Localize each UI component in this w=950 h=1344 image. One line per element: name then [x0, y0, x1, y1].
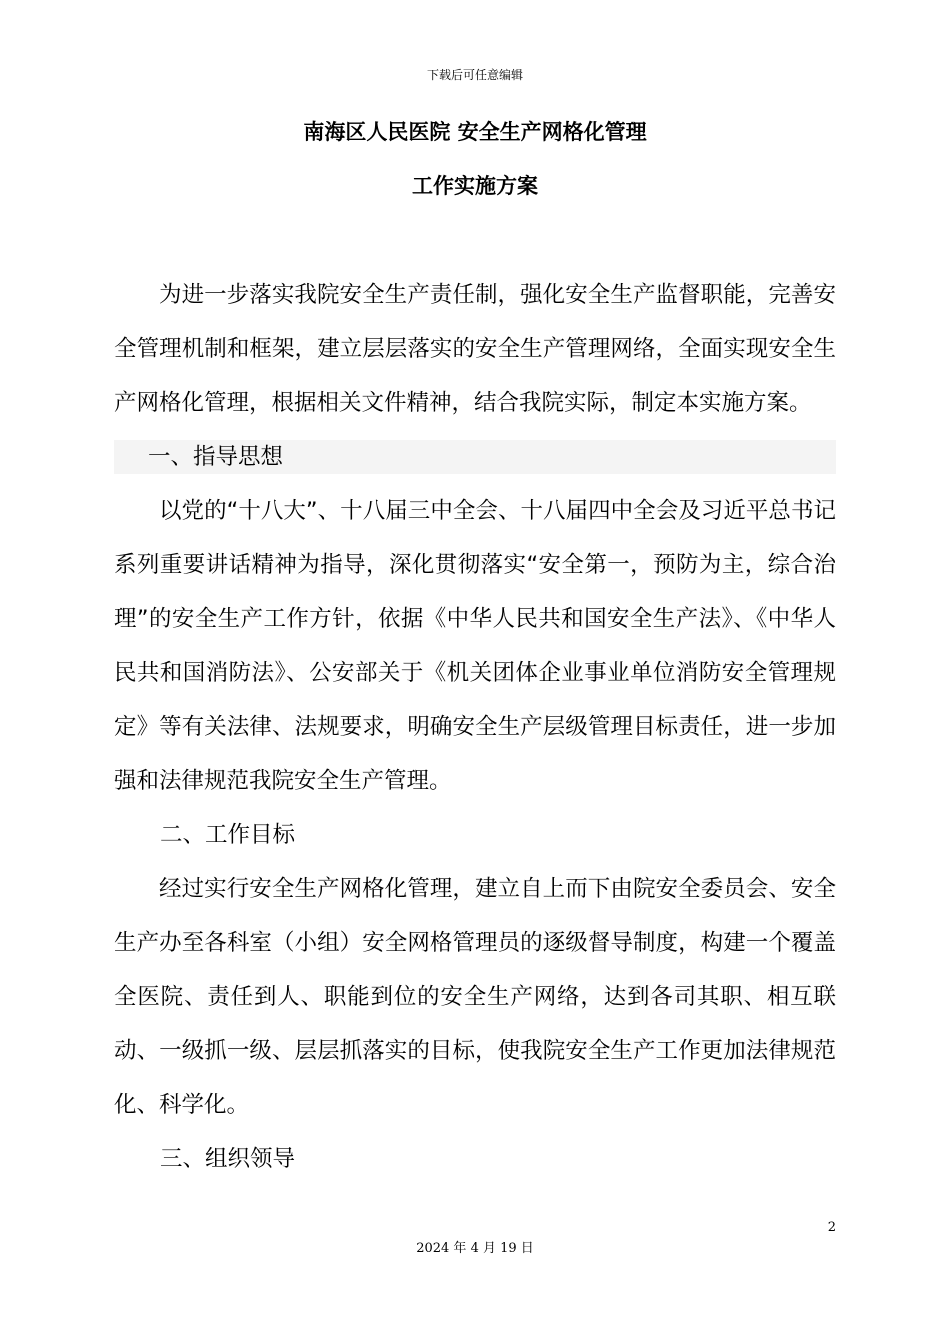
footer-date: 2024 年 4 月 19 日 [416, 1241, 534, 1256]
section-heading-work-goals: 二、工作目标 [160, 822, 296, 848]
page-number: 2 [827, 1220, 836, 1235]
section-paragraph-work-goals: 经过实行安全生产网格化管理，建立自上而下由院安全委员会、安全生产办至各科室（小组）安全网格管理员的逐级督导制度，构建一个覆盖全医院、责任到人、职能到位的安全生产网络，达到各司其职、相互联动、一级抓一级、层层抓落实的目标，使我院安全生产工作更加法律规范化、科学化。 [114, 876, 836, 1118]
header-note: 下载后可任意编辑 [426, 68, 523, 82]
section-heading-organization: 三、组织领导 [160, 1146, 296, 1172]
intro-paragraph: 为进一步落实我院安全生产责任制，强化安全生产监督职能，完善安全管理机制和框架，建立层层落实的安全生产管理网络，全面实现安全生产网格化管理，根据相关文件精神，结合我院实际，制定本实施方案。 [114, 282, 836, 416]
section-heading-guiding-ideology: 一、指导思想 [114, 440, 836, 474]
document-body [114, 268, 836, 1186]
document-title-line-2: 工作实施方案 [412, 174, 538, 198]
document-title-line-1: 南海区人民医院 安全生产网格化管理 [303, 120, 647, 144]
section-paragraph-guiding-ideology: 以党的“十八大”、十八届三中全会、十八届四中全会及习近平总书记系列重要讲话精神为指导，深化贯彻落实“安全第一，预防为主，综合治理”的安全生产工作方针，依据《中华人民共和国安全生产法》、《中华人民共和国消防法》、公安部关于《机关团体企业事业单位消防安全管理规定》等有关法律、法规要求，明确安全生产层级管理目标责任，进一步加强和法律规范我院安全生产管理。 [114, 498, 836, 794]
